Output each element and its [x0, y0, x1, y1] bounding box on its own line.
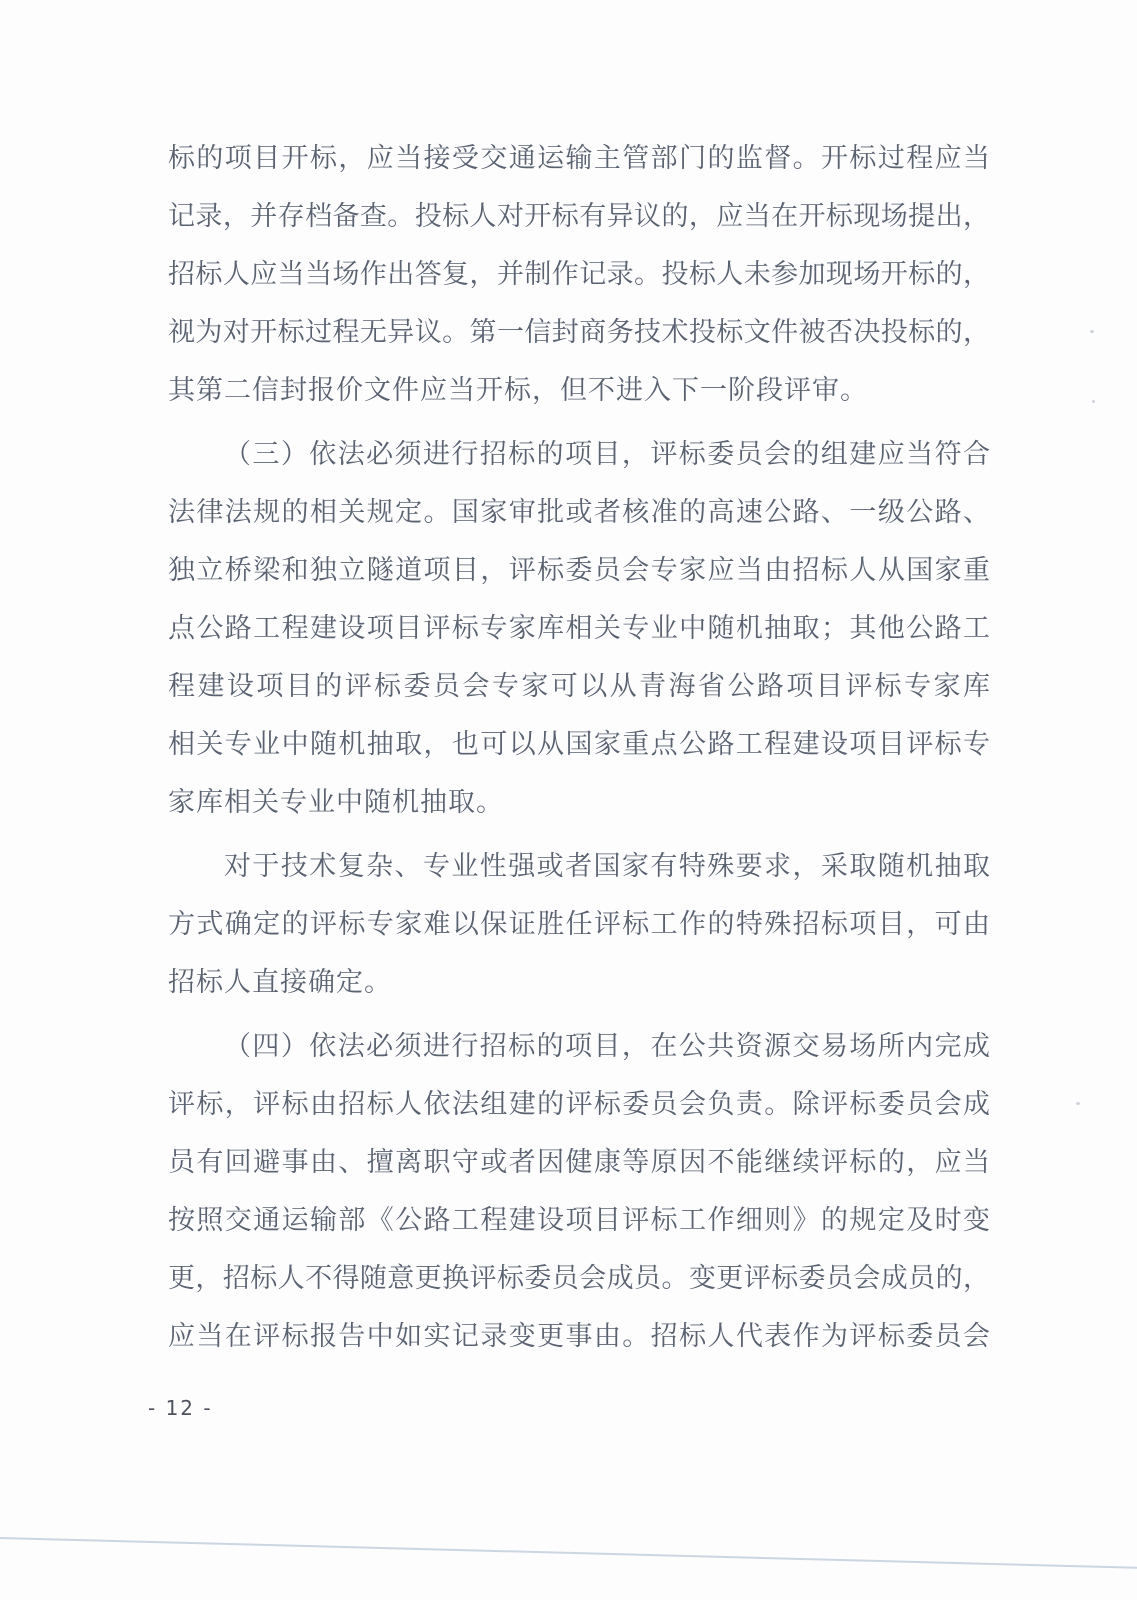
text-line: 评标，评标由招标人依法组建的评标委员会负责。除评标委员会成: [168, 1089, 990, 1120]
text-line: 招标人直接确定。: [168, 967, 392, 998]
text-line: 其第二信封报价文件应当开标，但不进入下一阶段评审。: [168, 375, 868, 406]
text-line: 方式确定的评标专家难以保证胜任评标工作的特殊招标项目，可由: [168, 909, 990, 940]
text-line: 标的项目开标，应当接受交通运输主管部门的监督。开标过程应当: [168, 143, 990, 174]
text-line: 程建设项目的评标委员会专家可以从青海省公路项目评标专家库: [168, 671, 990, 702]
text-line: 点公路工程建设项目评标专家库相关专业中随机抽取；其他公路工: [168, 613, 990, 644]
text-line: 家库相关专业中随机抽取。: [168, 787, 504, 818]
text-line: 更，招标人不得随意更换评标委员会成员。变更评标委员会成员的，: [168, 1263, 990, 1294]
paragraph: [168, 1018, 990, 1366]
document-body: [168, 130, 990, 1366]
text-line: 员有回避事由、擅离职守或者因健康等原因不能继续评标的，应当: [168, 1147, 990, 1178]
scan-speck: [1076, 1102, 1080, 1105]
text-line: 相关专业中随机抽取，也可以从国家重点公路工程建设项目评标专: [168, 729, 990, 760]
paragraph: [168, 838, 990, 1012]
text-line: 视为对开标过程无异议。第一信封商务技术投标文件被否决投标的，: [168, 317, 990, 348]
paragraph: [168, 426, 990, 832]
scan-speck: [1092, 400, 1095, 403]
text-line: 招标人应当当场作出答复，并制作记录。投标人未参加现场开标的，: [168, 259, 990, 290]
scan-edge-line: [0, 1537, 1137, 1569]
text-line: 对于技术复杂、专业性强或者国家有特殊要求，采取随机抽取: [224, 851, 990, 882]
text-line: 按照交通运输部《公路工程建设项目评标工作细则》的规定及时变: [168, 1205, 990, 1236]
text-line: 法律法规的相关规定。国家审批或者核准的高速公路、一级公路、: [168, 497, 990, 528]
text-line: 独立桥梁和独立隧道项目，评标委员会专家应当由招标人从国家重: [168, 555, 990, 586]
text-line: 应当在评标报告中如实记录变更事由。招标人代表作为评标委员会: [168, 1321, 990, 1352]
text-line: （三）依法必须进行招标的项目，评标委员会的组建应当符合: [224, 439, 990, 470]
page-number: - 12 -: [148, 1396, 213, 1420]
text-line: 记录，并存档备查。投标人对开标有异议的，应当在开标现场提出，: [168, 201, 990, 232]
scan-speck: [1090, 330, 1094, 333]
text-line: （四）依法必须进行招标的项目，在公共资源交易场所内完成: [224, 1031, 990, 1062]
paragraph: [168, 130, 990, 420]
